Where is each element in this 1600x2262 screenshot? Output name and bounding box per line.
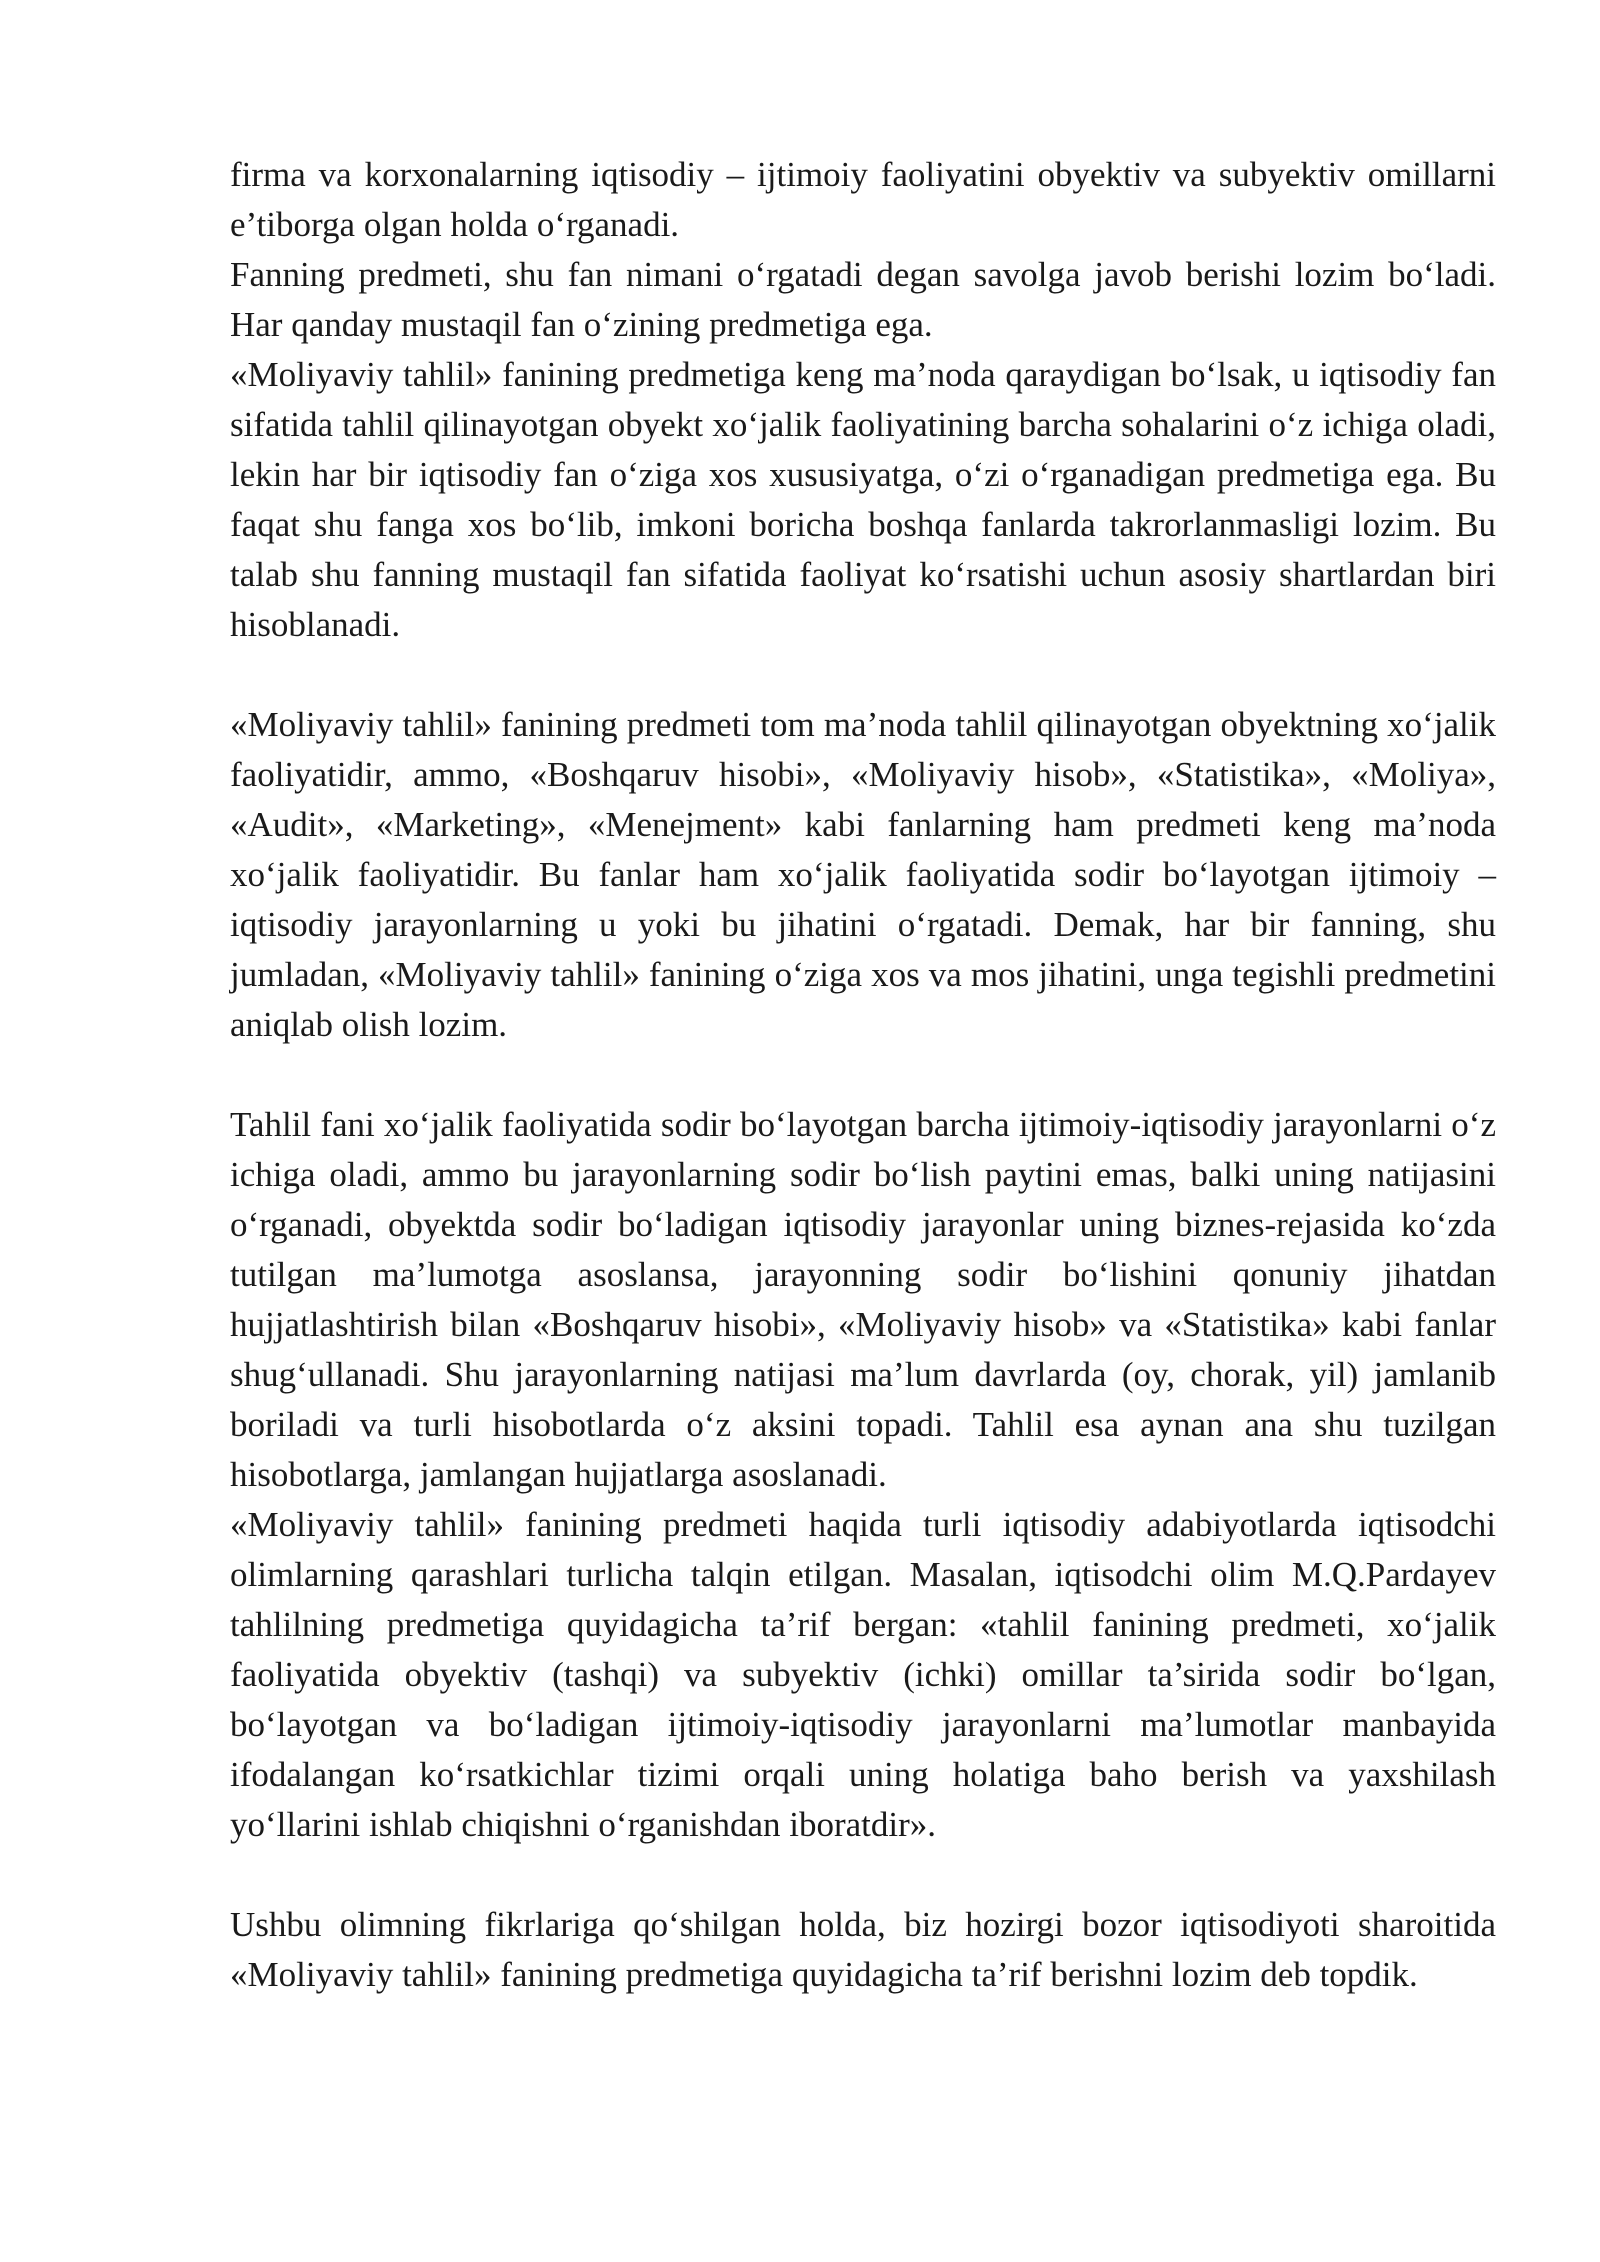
paragraph-1: firma va korxonalarning iqtisodiy – ijtimoiy faoliyatini obyektiv va subyektiv omillarni e’tiborga olgan holda o‘rganadi. — [230, 155, 1496, 244]
paragraph-6: «Moliyaviy tahlil» fanining predmeti haqida turli iqtisodiy adabiyotlarda iqtisodchi olimlarning qarashlari turlicha talqin etilgan. Masalan, iqtisodchi olim M.Q.Pardayev tahlilning predmetiga quyidagicha ta’rif bergan: «tahlil fanining predmeti, xo‘jalik faoliyatida obyektiv (tashqi) va subyektiv (ichki) omillar ta’sirida sodir bo‘lgan, bo‘layotgan va bo‘ladigan ijtimoiy-iqtisodiy jarayonlarni ma’lumotlar manbayida ifodalangan ko‘rsatkichlar tizimi orqali uning holatiga baho berish va yaxshilash yo‘llarini ishlab chiqishni o‘rganishdan iboratdir». — [230, 1505, 1496, 1844]
paragraph-5: Tahlil fani xo‘jalik faoliyatida sodir bo‘layotgan barcha ijtimoiy-iqtisodiy jarayonlarni o‘z ichiga oladi, ammo bu jarayonlarning sodir bo‘lish paytini emas, balki uning natijasini o‘rganadi, obyektda sodir bo‘ladigan iqtisodiy jarayonlar uning biznes-rejasida ko‘zda tutilgan ma’lumotga asoslansa, jarayonning sodir bo‘lishini qonuniy jihatdan hujjatlashtirish bilan «Boshqaruv hisobi», «Moliyaviy hisob» va «Statistika» kabi fanlar shug‘ullanadi. Shu jarayonlarning natijasi ma’lum davrlarda (oy, chorak, yil) jamlanib boriladi va turli hisobotlarda o‘z aksini topadi. Tahlil esa aynan ana shu tuzilgan hisobotlarga, jamlangan hujjatlarga asoslanadi. — [230, 1105, 1496, 1494]
paragraph-2: Fanning predmeti, shu fan nimani o‘rgatadi degan savolga javob berishi lozim bo‘ladi. Har qanday mustaqil fan o‘zining predmetiga ega. — [230, 255, 1496, 344]
document-body — [230, 150, 1496, 2000]
paragraph-7: Ushbu olimning fikrlariga qo‘shilgan holda, biz hozirgi bozor iqtisodiyoti sharoitida «Moliyaviy tahlil» fanining predmetiga quyidagicha ta’rif berishni lozim deb topdik. — [230, 1905, 1496, 1994]
paragraph-3: «Moliyaviy tahlil» fanining predmetiga keng ma’noda qaraydigan bo‘lsak, u iqtisodiy fan sifatida tahlil qilinayotgan obyekt xo‘jalik faoliyatining barcha sohalarini o‘z ichiga oladi, lekin har bir iqtisodiy fan o‘ziga xos xususiyatga, o‘zi o‘rganadigan predmetiga ega. Bu faqat shu fanga xos bo‘lib, imkoni boricha boshqa fanlarda takrorlanmasligi lozim. Bu talab shu fanning mustaqil fan sifatida faoliyat ko‘rsatishi uchun asosiy shartlardan biri hisoblanadi. — [230, 355, 1496, 644]
paragraph-4: «Moliyaviy tahlil» fanining predmeti tom ma’noda tahlil qilinayotgan obyektning xo‘jalik faoliyatidir, ammo, «Boshqaruv hisobi», «Moliyaviy hisob», «Statistika», «Moliya», «Audit», «Marketing», «Menejment» kabi fanlarning ham predmeti keng ma’noda xo‘jalik faoliyatidir. Bu fanlar ham xo‘jalik faoliyatida sodir bo‘layotgan ijtimoiy – iqtisodiy jarayonlarning u yoki bu jihatini o‘rgatadi. Demak, har bir fanning, shu jumladan, «Moliyaviy tahlil» fanining o‘ziga xos va mos jihatini, unga tegishli predmetini aniqlab olish lozim. — [230, 705, 1496, 1044]
